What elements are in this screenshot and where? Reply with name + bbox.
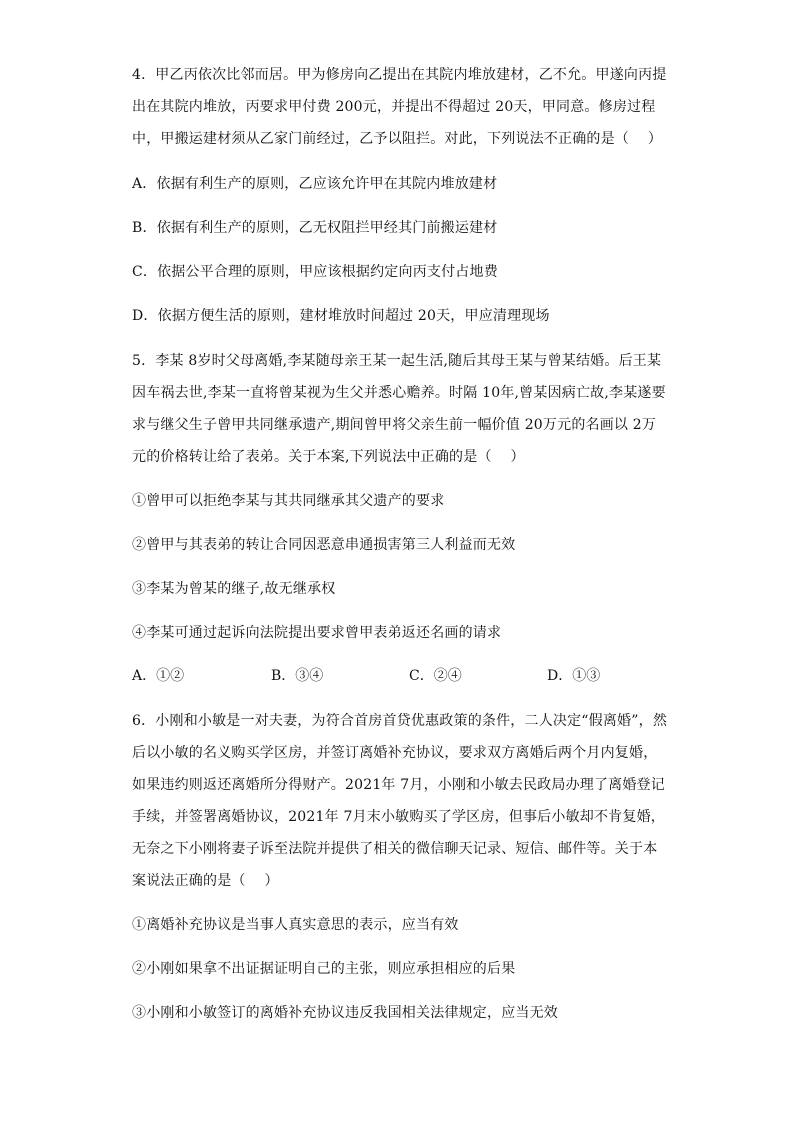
q4-option-c: C．依据公平合理的原则，甲应该根据约定向丙支付占地费: [132, 264, 498, 280]
q5-stem-line-3: 求与继父生子曾甲共同继承遗产,期间曾甲将父亲生前一幅价值 20万元的名画以 2万: [132, 417, 657, 433]
q4-option-d: D．依据方便生活的原则，建材堆放时间超过 20天，甲应清理现场: [132, 308, 550, 324]
q5-choice-d: D．①③: [547, 668, 601, 684]
q4-stem-line-1: 4．甲乙丙依次比邻而居。甲为修房向乙提出在其院内堆放建材，乙不允。甲遂向丙提: [132, 67, 667, 83]
q4-stem-line-3: 中，甲搬运建材须从乙家门前经过，乙予以阻拦。对此，下列说法不正确的是（ ）: [132, 131, 663, 147]
q6-statement-1: ①离婚补充协议是当事人真实意思的表示，应当有效: [132, 917, 459, 933]
q5-stem-line-2: 因车祸去世,李某一直将曾某视为生父并悉心赡养。时隔 10年,曾某因病亡故,李某遂要: [132, 385, 666, 401]
q6-stem-line-5: 无奈之下小刚将妻子诉至法院并提供了相关的微信聊天记录、短信、邮件等。关于本: [132, 841, 658, 857]
q6-stem-line-6: 案说法正确的是（ ）: [132, 873, 279, 889]
q5-stem-line-1: 5．李某 8岁时父母离婚,李某随母亲王某一起生活,随后其母王某与曾某结婚。后王某: [132, 353, 662, 369]
q5-statement-3: ③李某为曾某的继子,故无继承权: [132, 581, 336, 597]
q4-stem-line-2: 出在其院内堆放，丙要求甲付费 200元，并提出不得超过 20天，甲同意。修房过程: [132, 99, 656, 115]
q4-option-b: B．依据有利生产的原则，乙无权阻拦甲经其门前搬运建材: [132, 220, 498, 236]
q5-statement-1: ①曾甲可以拒绝李某与其共同继承其父遗产的要求: [132, 493, 445, 509]
q6-stem-line-1: 6．小刚和小敏是一对夫妻，为符合首房首贷优惠政策的条件，二人决定“假离婚”，然: [132, 713, 668, 729]
q5-stem-line-4: 元的价格转让给了表弟。关于本案,下列说法中正确的是（ ）: [132, 449, 525, 465]
q6-statement-3: ③小刚和小敏签订的离婚补充协议违反我国相关法律规定，应当无效: [132, 1005, 558, 1021]
q6-stem-line-2: 后以小敏的名义购买学区房，并签订离婚补充协议，要求双方离婚后两个月内复婚，: [132, 745, 658, 761]
q5-choice-a: A．①②: [132, 668, 185, 684]
q5-statement-4: ④李某可通过起诉向法院提出要求曾甲表弟返还名画的请求: [132, 625, 502, 641]
q5-statement-2: ②曾甲与其表弟的转让合同因恶意串通损害第三人利益而无效: [132, 537, 516, 553]
q5-choices: [132, 666, 692, 688]
q6-stem-line-3: 如果违约则返还离婚所分得财产。2021年 7月，小刚和小敏去民政局办理了离婚登记: [132, 777, 665, 793]
q5-choice-c: C．②④: [409, 668, 462, 684]
q4-option-a: A．依据有利生产的原则，乙应该允许甲在其院内堆放建材: [132, 176, 498, 192]
q5-choice-b: B．③④: [271, 668, 324, 684]
q6-stem-line-4: 手续，并签署离婚协议，2021年 7月末小敏购买了学区房，但事后小敏却不肯复婚，: [132, 809, 665, 825]
q6-statement-2: ②小刚如果拿不出证据证明自己的主张，则应承担相应的后果: [132, 961, 516, 977]
